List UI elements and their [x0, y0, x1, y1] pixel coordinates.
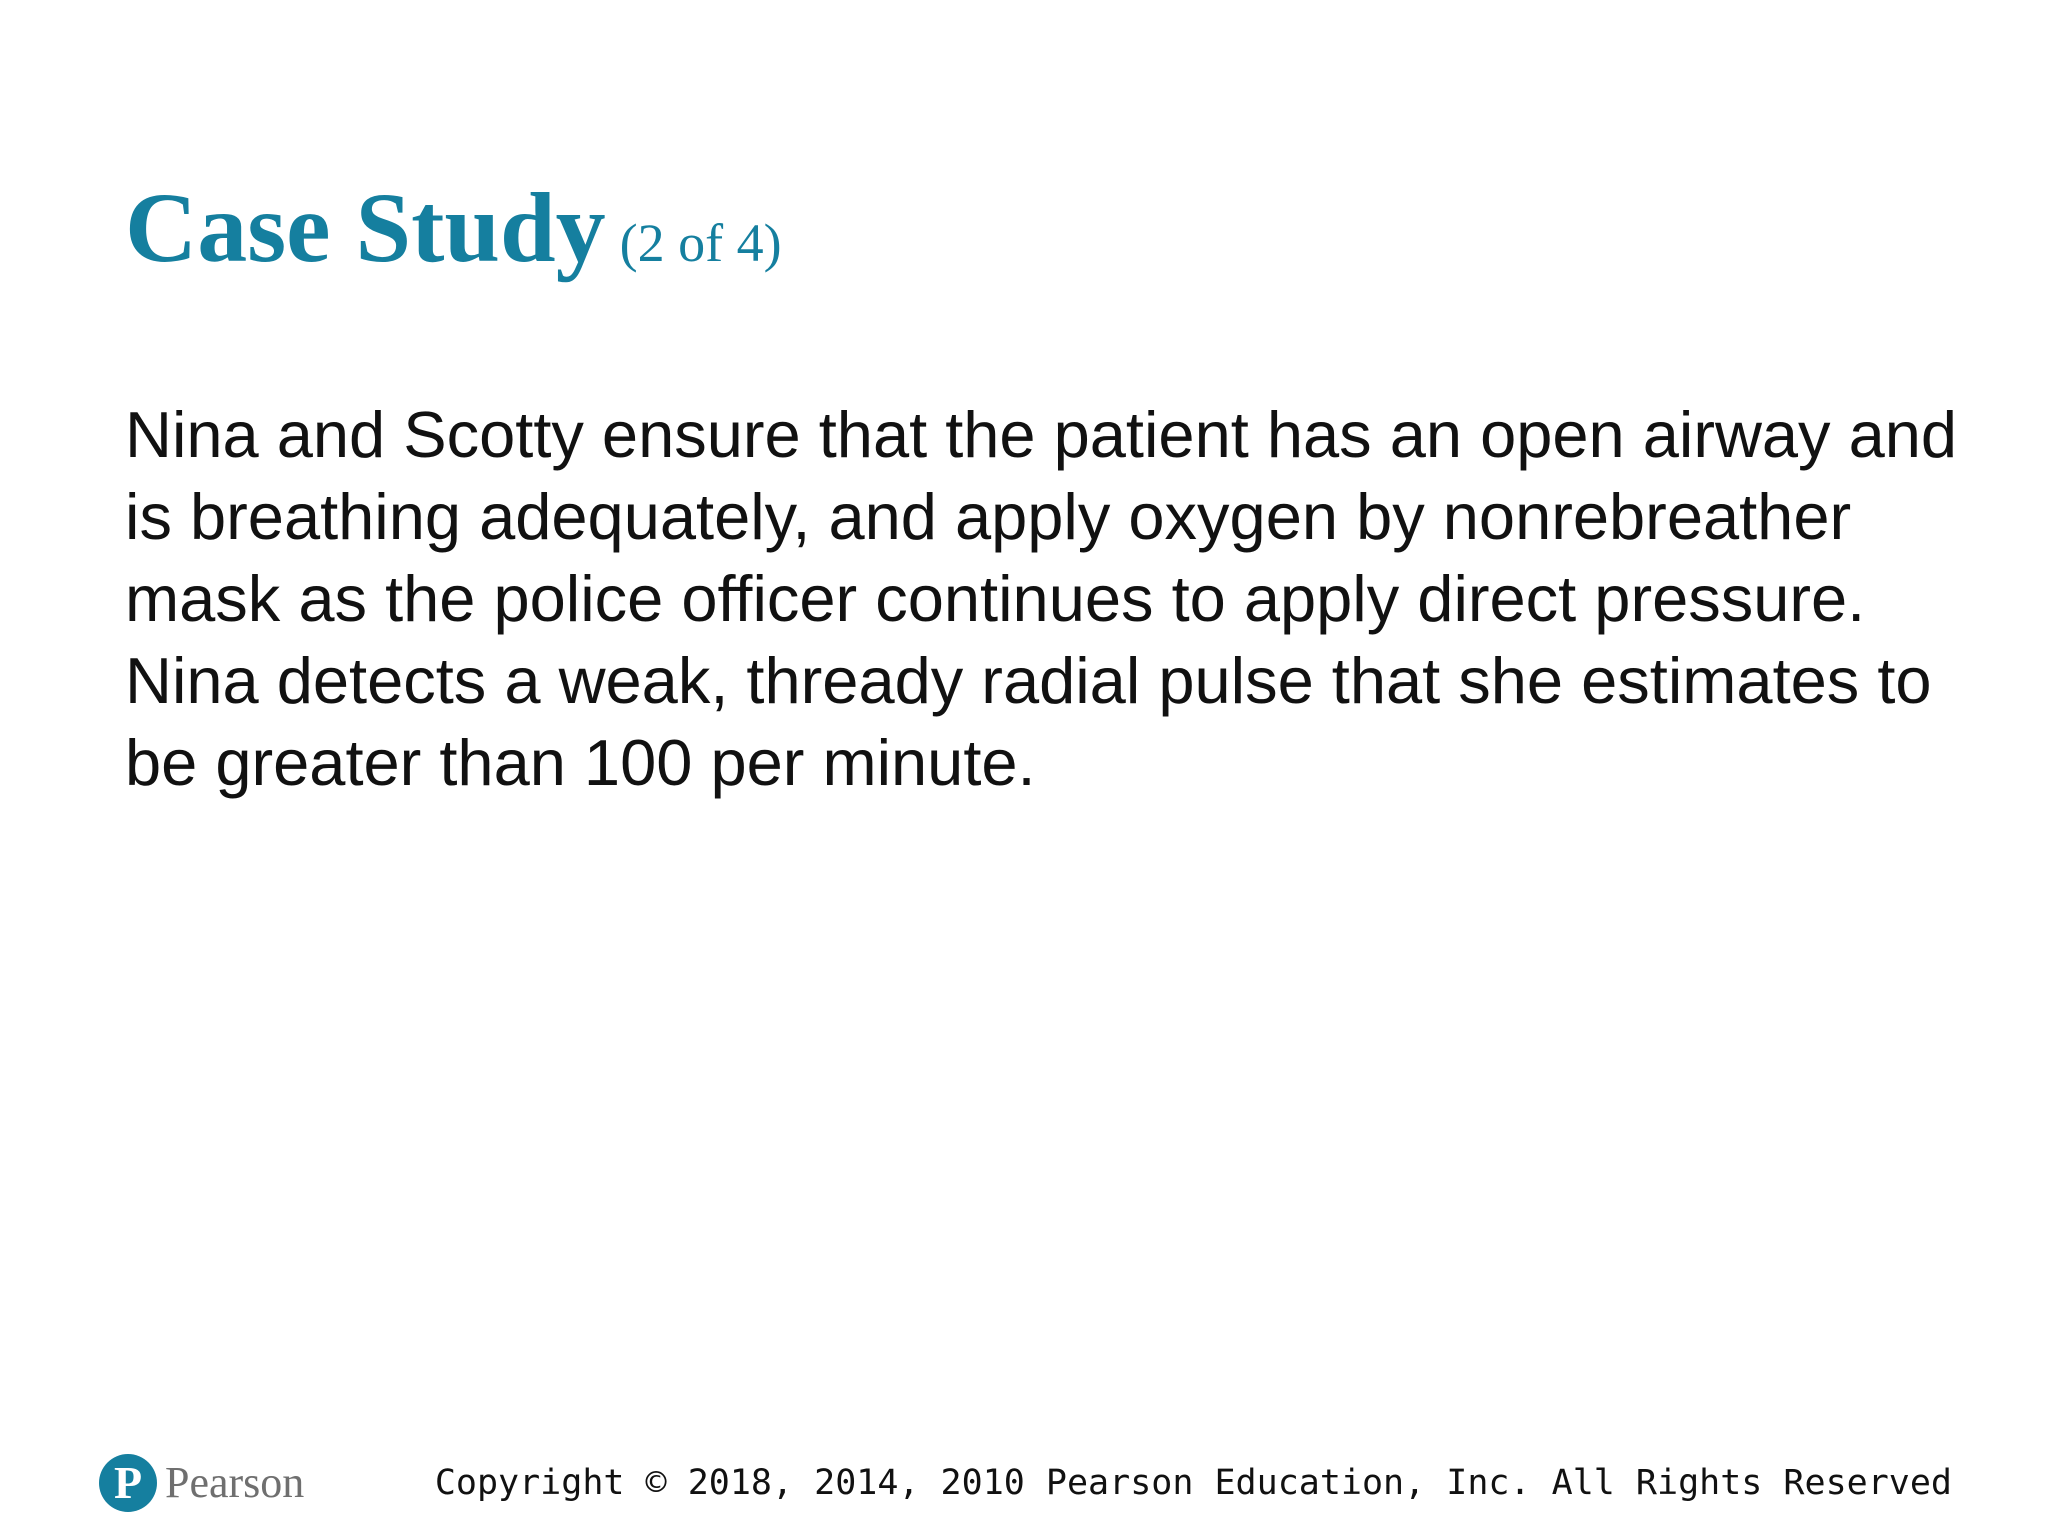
copyright-notice: Copyright © 2018, 2014, 2010 Pearson Education, Inc. All Rights Reserved	[434, 1463, 1952, 1503]
pearson-p-icon: P	[99, 1454, 157, 1512]
title-main: Case Study	[125, 172, 606, 283]
title-counter: (2 of 4)	[619, 213, 782, 273]
pearson-wordmark: Pearson	[165, 1458, 305, 1507]
case-study-body: Nina and Scotty ensure that the patient has an open airway and is breathing adequately, and apply oxygen by nonrebreather mask as the police officer continues to apply direct pressure. Nina detects a weak, thready radial pulse that she estimates to be greater than 100 per minute.	[125, 398, 1958, 799]
pearson-logo	[99, 1450, 304, 1516]
slide-title	[125, 172, 782, 283]
